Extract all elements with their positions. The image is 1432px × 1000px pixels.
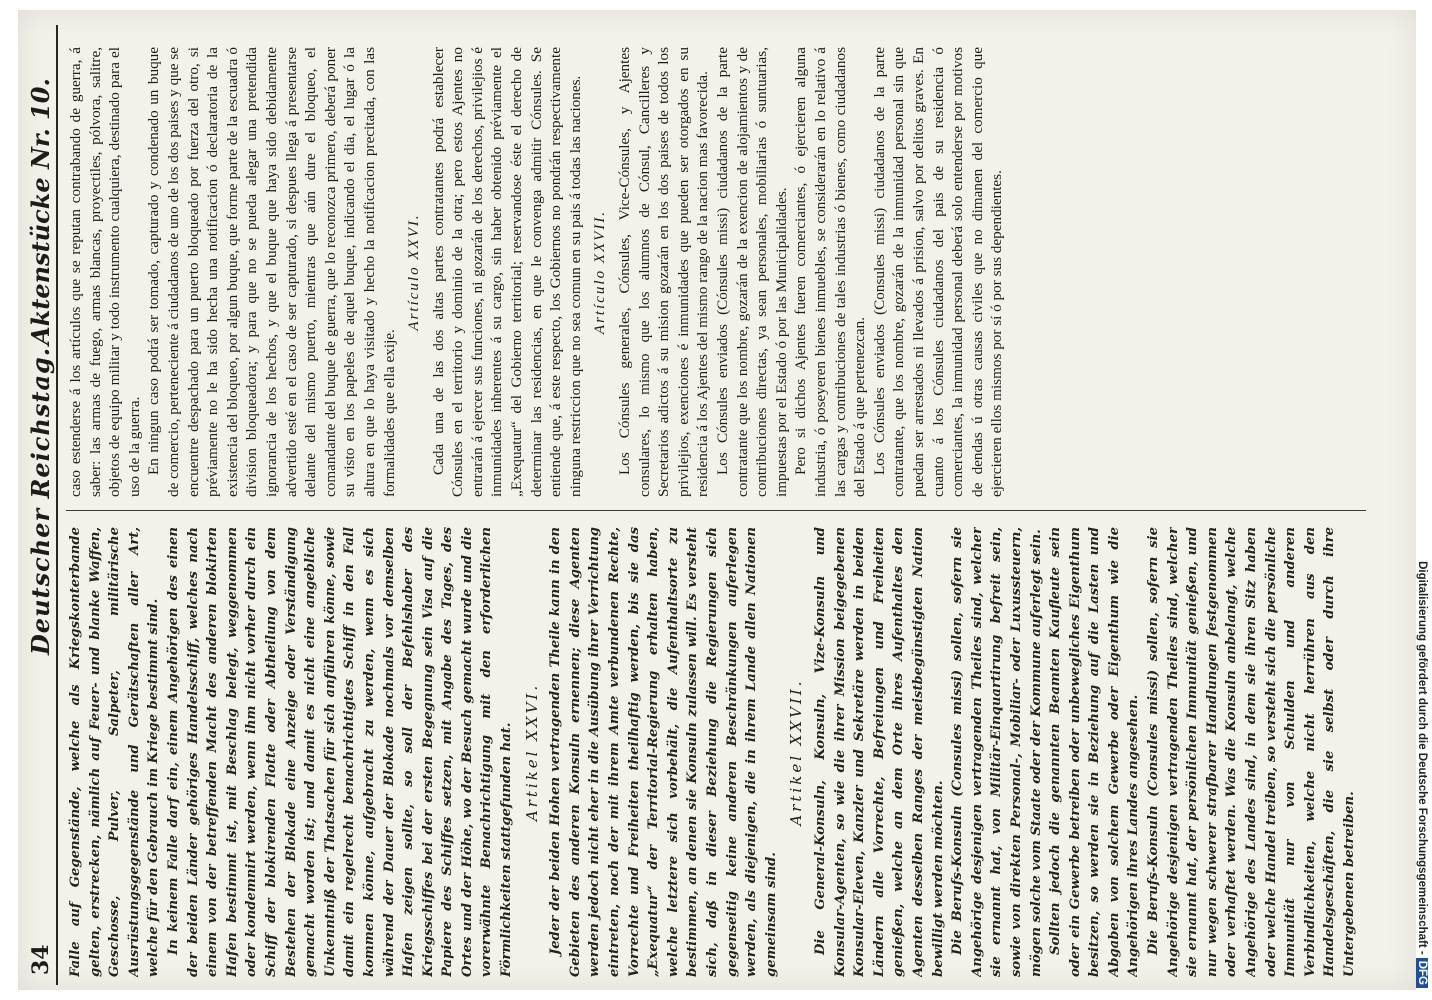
spanish-paragraph: caso estenderse á los artículos que se reputan contrabando de guerra, á saber: las armas de fuego, armas blancas, proyectiles, pólvora, salitre, objetos de equipo militar y todo instrumento cualquiera, destinado para el uso de la guerra. [67, 47, 143, 497]
spanish-article-26-heading: Artículo XXVI. [406, 213, 423, 331]
spanish-paragraph: Cada una de las dos altas partes contratantes podrá establecer Cónsules en el territorio y dominio de la otra; pero estos Ajentes no entrarán á ejercer sus funciones, ni gozarán de los derechos, privilejios é inmunidades inherentes á su cargo, sin haber obtenido préviamente el „Exequatur“ del Gobierno territorial; reservandose éste el derecho de determinar las residencias, en que le convenga admitir Cónsules. Se entiende que, á este respecto, los Gobiernos no pondrán respectivamente ninguna restriccion que no sea comun en su pais á todas las naciones. [429, 47, 584, 497]
german-paragraph: Jeder der beiden Hohen vertragenden Theile kann in den Gebieten des anderen Konsuln ernennen; diese Agenten werden jedoch nicht eher in die Ausübung ihrer Verrichtung eintreten, noch der mit ihrem Amte verbundenen Rechte, Vorrechte und Freiheiten theilhaftig werden, bis sie das „Exequatur“ der Territorial-Regierung erhalten haben, welche letztere sich vorbehält, die Aufenthaltsorte zu bestimmen, an denen sie Konsuln zulassen will. Es versteht sich, daß in dieser Beziehung die Regierungen sich gegenseitig keine anderen Beschränkungen auferlegen werden, als diejenigen, die in ihrem Lande allen Nationen gemeinsam sind. [548, 527, 779, 977]
spanish-column [66, 47, 1386, 497]
german-article-27-heading: Artikel XXVII. [787, 678, 806, 826]
header-rule [56, 25, 58, 985]
german-paragraph: Die General-Konsuln, Konsuln, Vize-Konsuln und Konsular-Agenten, so wie die ihrer Mission beigegebenen Konsular-Eleven, Kanzler und Sekretäre werden in beiden Ländern alle Vorrechte, Befreiungen und Freiheiten genießen, welche an dem Orte ihres Aufenthaltes den Agenten desselben Ranges der meistbegünstigten Nation bewilligt werden möchten. [812, 527, 946, 977]
page-header [24, 25, 60, 985]
spanish-paragraph: Los Cónsules generales, Cónsules, Vice-Cónsules, y Ajentes consulares, lo mismo que los alumnos de Cónsul, Cancilleres y Secretarios adictos á su mision gozarán en los dos paises de todos los privilejios, exenciones é inmunidades que pueden ser otorgados en su residencia á los Ajentes del mismo rango de la nacion mas favorecida. [616, 47, 712, 497]
scanned-page [18, 10, 1416, 990]
german-paragraph: Falle auf Gegenstände, welche als Kriegskonterbande gelten, erstrecken, nämlich auf Feuer- und blanke Waffen, Geschosse, Pulver, Salpeter, militärische Ausrüstungsgegenstände und Gerätschaften aller Art, welche für den Gebrauch im Kriege bestimmt sind. [68, 527, 162, 977]
page-number: 34 [28, 944, 54, 975]
spanish-paragraph: Los Cónsules enviados (Consules missi) ciudadanos de la parte contratante, que los nombre, gozarán de la inmunidad personal sin que puedan ser arrestados ni llevados á prision, salvo por delitos graves. En cuanto á los Cónsules ciudadanos del pais de su residencia ó comerciantes, la inmunidad personal deberá solo entenderse por motivos de dendas ú otras causas civiles que no dimanen del comercio que ejercieren ellos mismos por sí ó por sus dependientes. [870, 47, 1006, 497]
german-paragraph: Sollten jedoch die genannten Beamten Kaufleute sein oder ein Gewerbe betreiben oder unbewegliches Eigenthum besitzen, so werden sie in Beziehung auf die Lasten und Abgaben von solchem Gewerbe oder Eigenthum wie die Angehörigen ihres Landes angesehen. [1048, 527, 1142, 977]
german-paragraph: In keinem Falle darf ein, einem Angehörigen des einen der beiden Länder gehöriges Handelsschiff, welches nach einem von der betreffenden Macht des anderen blokirten Hafen bestimmt ist, mit Beschlag belegt, weggenommen oder kondemnirt werden, wenn ihm nicht vorher durch ein Schiff der blokirenden Flotte oder Abtheilung von dem Bestehen der Blokade eine Anzeige oder Verständigung gemacht worden ist; und damit es nicht eine angebliche Unkenntniß der Thatsachen für sich anführen könne, sowie damit ein regelrecht benachrichtigtes Schiff in den Fall kommen könne, aufgebracht zu werden, wenn es sich während der Dauer der Blokade nochmals vor demselben Hafen zeigen sollte, so soll der Befehlshaber des Kriegsschiffes bei der ersten Begegnung sein Visa auf die Papiere des Schiffes setzen, mit Angabe des Tages, des Ortes und der Höhe, wo der Besuch gemacht wurde und die vorerwähnte Benachrichtigung mit den erforderlichen Förmlichkeiten stattgefunden hat. [165, 527, 515, 977]
german-paragraph: Die Berufs-Konsuln (Consules missi) sollen, sofern sie Angehörige desjenigen vertragenden Theiles sind, welcher sie ernannt hat, von Militär-Einquartirung befreit sein, sowie von direkten Personal-, Mobiliar- oder Luxussteuern, mögen solche vom Staate oder der Kommune auferlegt sein. [950, 527, 1044, 977]
column-divider [66, 510, 1366, 511]
german-paragraph: Die Berufs-Konsuln (Consules missi) sollen, sofern sie Angehörige desjenigen vertragenden Theiles sind, welcher sie ernannt hat, der persönlichen Immunität genießen, und nur wegen schwerer strafbarer Handlungen festgenommen oder verhaftet werden. Was die Konsuln anbelangt, welche Angehörige des Landes sind, in dem sie ihren Sitz haben oder welche Handel treiben, so versteht sich die persönliche Immunität nur von Schulden und anderen Verbindlichkeiten, welche nicht herrühren aus den Handelsgeschäften, die sie selbst oder durch ihre Untergebenen betreiben. [1146, 527, 1357, 977]
spanish-article-27-heading: Artículo XXVII. [592, 209, 609, 335]
german-article-26-heading: Artikel XXVI. [522, 682, 541, 822]
header-left-title: Deutscher Reichstag. [26, 346, 55, 655]
spanish-paragraph: Los Cónsules enviados (Cónsules missi) ciudadanos de la parte contratante que los nombre, gozarán de la exencion de alojamientos y de contribuciones directas, ya sean personales, mobiliarias ó suntuarias, impuestas por el Estado ó por las Municipalidades. [714, 47, 790, 497]
digitization-note [1412, 8, 1430, 988]
dfg-logo: DFG [1416, 958, 1428, 988]
german-column [66, 527, 1386, 977]
spanish-paragraph: En ningun caso podrá ser tomado, capturado y condenado un buque de comercio, perteneciente á ciudadanos de uno de los dos paises y que se encuentre despachado para un puerto bloqueado por fuerza del otro, si préviamente no le ha sido hecha una notificacion ó declaratoria de la existencia del bloqueo, por algun buque, que forme parte de la escuadra ó division bloqueadora; y para que no se pueda alegar una pretendida ignorancia de los hechos, y que el buque que haya sido debidamente advertido esté en el caso de ser capturado, si despues llega á presentarse delante del mismo puerto, mientras que aún dure el bloqueo, el comandante del buque de guerra, que lo reconozca primero, deberá poner su visto en los papeles de aquel buque, indicando el dia, el lugar ó la altura en que lo haya visitado y hecho la notificacion precitada, con las formalidades que ella exije. [145, 47, 398, 497]
spanish-paragraph: Pero si dichos Ajentes fueren comerciantes, ó ejercieren alguna industria, ó poseyeren bienes inmuebles, se considerarán en lo relativo á las cargas y contribuciones de tales industrias ó bienes, como ciudadanos del Estado á que pertenezcan. [792, 47, 869, 497]
rotated-page-content [8, 25, 1408, 985]
header-right-title: Aktenstücke Nr. 10. [26, 78, 55, 345]
digitization-note-text: Digitalisierung gefördert durch die Deutsche Forschungsgemeinschaft - [1416, 561, 1428, 955]
